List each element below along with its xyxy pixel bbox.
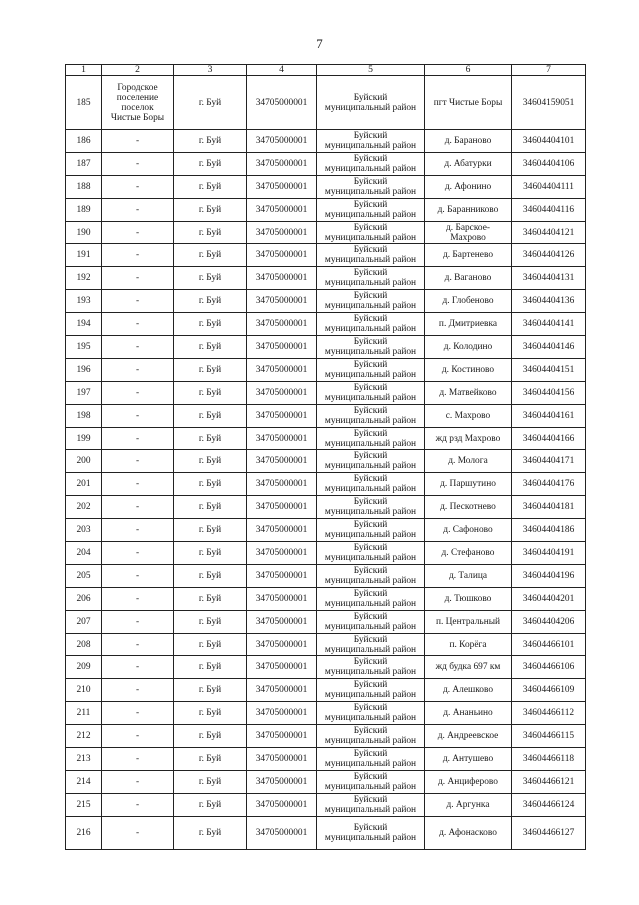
table-row [66,725,586,748]
settlement-name-cell: - [102,198,174,221]
city-name-cell: г. Буй [174,702,247,725]
district-name-cell: Буйский муниципальный район [317,267,425,290]
district-name-cell: Буйский муниципальный район [317,587,425,610]
district-name-cell: Буйский муниципальный район [317,793,425,816]
city-code-cell: 34705000001 [247,198,317,221]
city-name-cell: г. Буй [174,793,247,816]
district-name-cell: Буйский муниципальный район [317,336,425,359]
locality-code-cell: 34604404171 [512,450,586,473]
locality-code-cell: 34604404126 [512,244,586,267]
settlement-name-cell: - [102,770,174,793]
settlement-name-cell: - [102,358,174,381]
city-name-cell: г. Буй [174,725,247,748]
settlement-name-cell: - [102,381,174,404]
city-code-cell: 34705000001 [247,656,317,679]
locality-name-cell: с. Махрово [425,404,512,427]
table-row [66,130,586,153]
locality-name-cell: д. Барское- Махрово [425,221,512,244]
locality-code-cell: 34604466118 [512,748,586,771]
city-code-cell: 34705000001 [247,770,317,793]
row-number-cell: 205 [66,564,102,587]
city-code-cell: 34705000001 [247,450,317,473]
city-name-cell: г. Буй [174,130,247,153]
locality-code-cell: 34604404166 [512,427,586,450]
header-row [66,65,586,76]
locality-name-cell: д. Сафоново [425,519,512,542]
row-number-cell: 212 [66,725,102,748]
district-name-cell: Буйский муниципальный район [317,496,425,519]
city-name-cell: г. Буй [174,564,247,587]
column-header-1: 1 [66,65,102,76]
locality-name-cell: д. Баранниково [425,198,512,221]
locality-code-cell: 34604404181 [512,496,586,519]
row-number-cell: 214 [66,770,102,793]
city-code-cell: 34705000001 [247,381,317,404]
column-header-3: 3 [174,65,247,76]
settlement-name-cell: - [102,221,174,244]
table-row [66,564,586,587]
settlement-name-cell: - [102,725,174,748]
locality-code-cell: 34604404141 [512,313,586,336]
district-name-cell: Буйский муниципальный район [317,244,425,267]
row-number-cell: 206 [66,587,102,610]
settlement-name-cell: - [102,152,174,175]
city-code-cell: 34705000001 [247,267,317,290]
table-row [66,450,586,473]
locality-code-cell: 34604404121 [512,221,586,244]
city-name-cell: г. Буй [174,381,247,404]
row-number-cell: 189 [66,198,102,221]
city-name-cell: г. Буй [174,473,247,496]
locality-code-cell: 34604404146 [512,336,586,359]
table-row [66,267,586,290]
locality-code-cell: 34604466121 [512,770,586,793]
city-code-cell: 34705000001 [247,175,317,198]
city-name-cell: г. Буй [174,656,247,679]
row-number-cell: 186 [66,130,102,153]
locality-code-cell: 34604404186 [512,519,586,542]
row-number-cell: 209 [66,656,102,679]
city-name-cell: г. Буй [174,610,247,633]
locality-name-cell: п. Дмитриевка [425,313,512,336]
locality-name-cell: жд будка 697 км [425,656,512,679]
city-code-cell: 34705000001 [247,748,317,771]
city-code-cell: 34705000001 [247,473,317,496]
table-header [66,65,586,76]
city-name-cell: г. Буй [174,496,247,519]
row-number-cell: 211 [66,702,102,725]
table-row [66,152,586,175]
registry-table [65,64,586,850]
city-name-cell: г. Буй [174,336,247,359]
district-name-cell: Буйский муниципальный район [317,198,425,221]
settlement-name-cell: - [102,404,174,427]
settlement-name-cell: - [102,679,174,702]
district-name-cell: Буйский муниципальный район [317,679,425,702]
city-name-cell: г. Буй [174,175,247,198]
locality-code-cell: 34604404106 [512,152,586,175]
settlement-name-cell: - [102,633,174,656]
settlement-name-cell: - [102,748,174,771]
row-number-cell: 190 [66,221,102,244]
locality-name-cell: д. Талица [425,564,512,587]
district-name-cell: Буйский муниципальный район [317,542,425,565]
table-row [66,679,586,702]
settlement-name-cell: - [102,542,174,565]
city-name-cell: г. Буй [174,404,247,427]
table-row [66,473,586,496]
city-name-cell: г. Буй [174,427,247,450]
settlement-name-cell: Городское поселение поселок Чистые Боры [102,76,174,130]
locality-name-cell: д. Андреевское [425,725,512,748]
district-name-cell: Буйский муниципальный район [317,313,425,336]
city-code-cell: 34705000001 [247,427,317,450]
locality-name-cell: д. Аргунка [425,793,512,816]
row-number-cell: 198 [66,404,102,427]
locality-code-cell: 34604466101 [512,633,586,656]
column-header-2: 2 [102,65,174,76]
district-name-cell: Буйский муниципальный район [317,725,425,748]
table-row [66,633,586,656]
row-number-cell: 196 [66,358,102,381]
row-number-cell: 185 [66,76,102,130]
settlement-name-cell: - [102,290,174,313]
locality-code-cell: 34604404151 [512,358,586,381]
city-name-cell: г. Буй [174,679,247,702]
city-name-cell: г. Буй [174,198,247,221]
row-number-cell: 210 [66,679,102,702]
city-name-cell: г. Буй [174,313,247,336]
city-code-cell: 34705000001 [247,244,317,267]
district-name-cell: Буйский муниципальный район [317,152,425,175]
city-name-cell: г. Буй [174,358,247,381]
district-name-cell: Буйский муниципальный район [317,702,425,725]
settlement-name-cell: - [102,427,174,450]
settlement-name-cell: - [102,519,174,542]
locality-code-cell: 34604159051 [512,76,586,130]
table-row [66,816,586,849]
locality-name-cell: д. Афонасково [425,816,512,849]
locality-name-cell: п. Центральный [425,610,512,633]
column-header-4: 4 [247,65,317,76]
table-row [66,793,586,816]
city-code-cell: 34705000001 [247,633,317,656]
locality-code-cell: 34604404111 [512,175,586,198]
table-row [66,770,586,793]
city-name-cell: г. Буй [174,450,247,473]
table-row [66,519,586,542]
locality-code-cell: 34604404136 [512,290,586,313]
settlement-name-cell: - [102,175,174,198]
locality-code-cell: 34604466109 [512,679,586,702]
city-code-cell: 34705000001 [247,679,317,702]
row-number-cell: 207 [66,610,102,633]
row-number-cell: 208 [66,633,102,656]
row-number-cell: 215 [66,793,102,816]
row-number-cell: 201 [66,473,102,496]
district-name-cell: Буйский муниципальный район [317,816,425,849]
locality-name-cell: д. Бартенево [425,244,512,267]
locality-name-cell: д. Глобеново [425,290,512,313]
locality-name-cell: д. Тюшково [425,587,512,610]
row-number-cell: 203 [66,519,102,542]
table-row [66,358,586,381]
table-row [66,290,586,313]
row-number-cell: 187 [66,152,102,175]
district-name-cell: Буйский муниципальный район [317,221,425,244]
locality-name-cell: д. Стефаново [425,542,512,565]
row-number-cell: 199 [66,427,102,450]
locality-name-cell: д. Абатурки [425,152,512,175]
district-name-cell: Буйский муниципальный район [317,381,425,404]
district-name-cell: Буйский муниципальный район [317,130,425,153]
city-code-cell: 34705000001 [247,358,317,381]
table-row [66,76,586,130]
settlement-name-cell: - [102,130,174,153]
city-code-cell: 34705000001 [247,610,317,633]
table-row [66,610,586,633]
locality-code-cell: 34604466124 [512,793,586,816]
table-row [66,198,586,221]
settlement-name-cell: - [102,816,174,849]
column-header-7: 7 [512,65,586,76]
locality-name-cell: д. Пескотнево [425,496,512,519]
table-row [66,404,586,427]
district-name-cell: Буйский муниципальный район [317,519,425,542]
city-code-cell: 34705000001 [247,336,317,359]
city-code-cell: 34705000001 [247,519,317,542]
locality-name-cell: д. Ваганово [425,267,512,290]
city-code-cell: 34705000001 [247,404,317,427]
row-number-cell: 191 [66,244,102,267]
table-row [66,221,586,244]
locality-name-cell: д. Матвейково [425,381,512,404]
city-code-cell: 34705000001 [247,702,317,725]
page-number: 7 [316,36,323,51]
settlement-name-cell: - [102,587,174,610]
locality-code-cell: 34604404161 [512,404,586,427]
locality-name-cell: д. Костиново [425,358,512,381]
district-name-cell: Буйский муниципальный район [317,748,425,771]
row-number-cell: 213 [66,748,102,771]
locality-name-cell: д. Антушево [425,748,512,771]
locality-code-cell: 34604466115 [512,725,586,748]
district-name-cell: Буйский муниципальный район [317,175,425,198]
column-header-5: 5 [317,65,425,76]
settlement-name-cell: - [102,793,174,816]
table-row [66,542,586,565]
city-name-cell: г. Буй [174,290,247,313]
district-name-cell: Буйский муниципальный район [317,473,425,496]
locality-name-cell: пгт Чистые Боры [425,76,512,130]
locality-name-cell: д. Алешково [425,679,512,702]
locality-name-cell: д. Молога [425,450,512,473]
city-name-cell: г. Буй [174,542,247,565]
settlement-name-cell: - [102,496,174,519]
settlement-name-cell: - [102,564,174,587]
settlement-name-cell: - [102,473,174,496]
district-name-cell: Буйский муниципальный район [317,450,425,473]
locality-code-cell: 34604404101 [512,130,586,153]
locality-code-cell: 34604466127 [512,816,586,849]
settlement-name-cell: - [102,244,174,267]
city-name-cell: г. Буй [174,587,247,610]
city-name-cell: г. Буй [174,519,247,542]
district-name-cell: Буйский муниципальный район [317,633,425,656]
city-code-cell: 34705000001 [247,587,317,610]
city-code-cell: 34705000001 [247,725,317,748]
row-number-cell: 193 [66,290,102,313]
locality-name-cell: д. Паршутино [425,473,512,496]
table-row [66,587,586,610]
row-number-cell: 195 [66,336,102,359]
city-name-cell: г. Буй [174,221,247,244]
city-code-cell: 34705000001 [247,496,317,519]
settlement-name-cell: - [102,656,174,679]
table-row [66,313,586,336]
district-name-cell: Буйский муниципальный район [317,358,425,381]
table-row [66,336,586,359]
row-number-cell: 200 [66,450,102,473]
city-code-cell: 34705000001 [247,152,317,175]
district-name-cell: Буйский муниципальный район [317,656,425,679]
locality-code-cell: 34604404131 [512,267,586,290]
city-code-cell: 34705000001 [247,290,317,313]
settlement-name-cell: - [102,267,174,290]
column-header-6: 6 [425,65,512,76]
district-name-cell: Буйский муниципальный район [317,404,425,427]
row-number-cell: 197 [66,381,102,404]
row-number-cell: 204 [66,542,102,565]
district-name-cell: Буйский муниципальный район [317,427,425,450]
row-number-cell: 202 [66,496,102,519]
table-row [66,656,586,679]
city-code-cell: 34705000001 [247,564,317,587]
settlement-name-cell: - [102,450,174,473]
locality-name-cell: д. Афонино [425,175,512,198]
city-name-cell: г. Буй [174,816,247,849]
table-row [66,496,586,519]
table-row [66,427,586,450]
locality-code-cell: 34604404176 [512,473,586,496]
locality-code-cell: 34604404116 [512,198,586,221]
locality-name-cell: п. Корёга [425,633,512,656]
district-name-cell: Буйский муниципальный район [317,610,425,633]
district-name-cell: Буйский муниципальный район [317,770,425,793]
row-number-cell: 188 [66,175,102,198]
locality-code-cell: 34604404201 [512,587,586,610]
district-name-cell: Буйский муниципальный район [317,290,425,313]
city-code-cell: 34705000001 [247,221,317,244]
locality-name-cell: жд рзд Махрово [425,427,512,450]
settlement-name-cell: - [102,610,174,633]
locality-name-cell: д. Анциферово [425,770,512,793]
table-row [66,702,586,725]
settlement-name-cell: - [102,702,174,725]
table-row [66,175,586,198]
locality-code-cell: 34604404156 [512,381,586,404]
city-name-cell: г. Буй [174,267,247,290]
table-row [66,244,586,267]
locality-code-cell: 34604466106 [512,656,586,679]
city-name-cell: г. Буй [174,770,247,793]
locality-name-cell: д. Бараново [425,130,512,153]
table-body [66,76,586,850]
table-row [66,748,586,771]
city-name-cell: г. Буй [174,748,247,771]
city-name-cell: г. Буй [174,244,247,267]
city-code-cell: 34705000001 [247,76,317,130]
settlement-name-cell: - [102,313,174,336]
city-code-cell: 34705000001 [247,130,317,153]
city-name-cell: г. Буй [174,76,247,130]
city-code-cell: 34705000001 [247,313,317,336]
district-name-cell: Буйский муниципальный район [317,76,425,130]
table-row [66,381,586,404]
locality-code-cell: 34604466112 [512,702,586,725]
locality-code-cell: 34604404196 [512,564,586,587]
locality-name-cell: д. Ананьино [425,702,512,725]
locality-code-cell: 34604404191 [512,542,586,565]
city-name-cell: г. Буй [174,152,247,175]
city-code-cell: 34705000001 [247,793,317,816]
city-code-cell: 34705000001 [247,542,317,565]
city-name-cell: г. Буй [174,633,247,656]
row-number-cell: 216 [66,816,102,849]
locality-name-cell: д. Колодино [425,336,512,359]
locality-code-cell: 34604404206 [512,610,586,633]
city-code-cell: 34705000001 [247,816,317,849]
settlement-name-cell: - [102,336,174,359]
district-name-cell: Буйский муниципальный район [317,564,425,587]
row-number-cell: 192 [66,267,102,290]
row-number-cell: 194 [66,313,102,336]
